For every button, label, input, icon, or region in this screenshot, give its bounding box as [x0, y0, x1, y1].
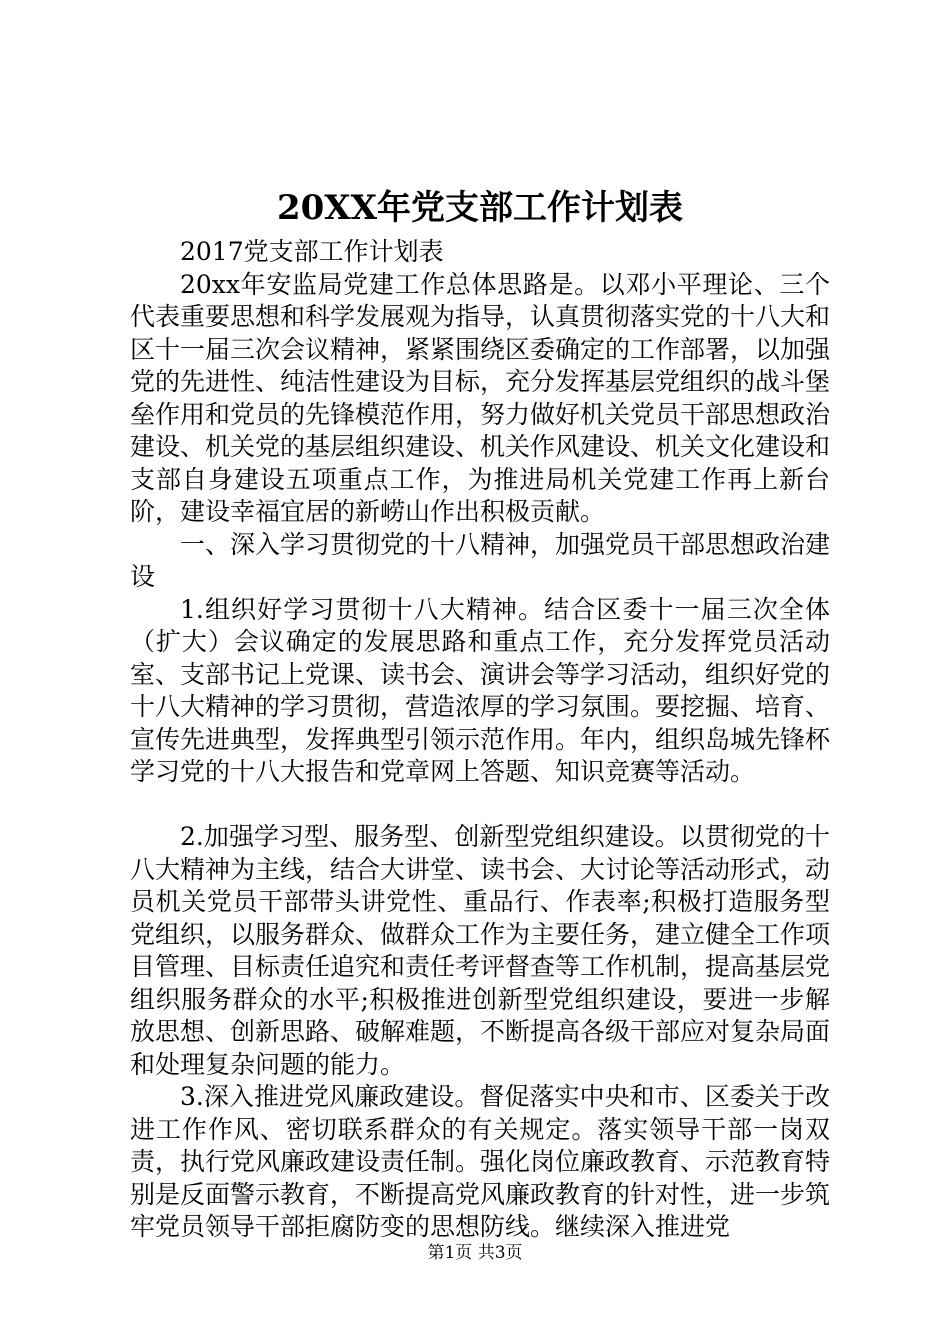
document-title: 20XX年党支部工作计划表	[276, 188, 684, 228]
section-heading-1: 一、深入学习贯彻党的十八精神，加强党员干部思想政治建设	[130, 529, 831, 591]
document-body	[130, 236, 830, 1244]
page-footer: 第1页 共3页	[427, 1243, 523, 1263]
paragraph-item-3: 3.深入推进党风廉政建设。督促落实中央和市、区委关于改进工作作风、密切联系群众的有关规定。落实领导干部一岗双责，执行党风廉政建设责任制。强化岗位廉政教育、示范教育特别是反面警示教育，不断提高党风廉政教育的针对性，进一步筑牢党员领导干部拒腐防变的思想防线。继续深入推进党	[130, 1082, 831, 1241]
paragraph-item-1: 1.组织好学习贯彻十八大精神。结合区委十一届三次全体（扩大）会议确定的发展思路和重点工作，充分发挥党员活动室、支部书记上党课、读书会、演讲会等学习活动，组织好党的十八大精神的学习贯彻，营造浓厚的学习氛围。要挖掘、培育、宣传先进典型，发挥典型引领示范作用。年内，组织岛城先锋杯学习党的十八大报告和党章网上答题、知识竞赛等活动。	[130, 594, 831, 786]
paragraph-item-2: 2.加强学习型、服务型、创新型党组织建设。以贯彻党的十八大精神为主线，结合大讲堂、读书会、大讨论等活动形式，动员机关党员干部带头讲党性、重品行、作表率;积极打造服务型党组织，以服务群众、做群众工作为主要任务，建立健全工作项目管理、目标责任追究和责任考评督查等工作机制，提高基层党组织服务群众的水平;积极推进创新型党组织建设，要进一步解放思想、创新思路、破解难题，不断提高各级干部应对复杂局面和处理复杂问题的能力。	[130, 822, 831, 1079]
paragraph-overview: 20xx年安监局党建工作总体思路是。以邓小平理论、三个代表重要思想和科学发展观为指导，认真贯彻落实党的十八大和区十一届三次会议精神，紧紧围绕区委确定的工作部署，以加强党的先进性、纯洁性建设为目标，充分发挥基层党组织的战斗堡垒作用和党员的先锋模范作用，努力做好机关党员干部思想政治建设、机关党的基层组织建设、机关作风建设、机关文化建设和支部自身建设五项重点工作，为推进局机关党建工作再上新台阶，建设幸福宜居的新崂山作出积极贡献。	[130, 269, 831, 526]
paragraph-subtitle: 2017党支部工作计划表	[180, 237, 444, 266]
paragraph-gap	[130, 789, 830, 822]
